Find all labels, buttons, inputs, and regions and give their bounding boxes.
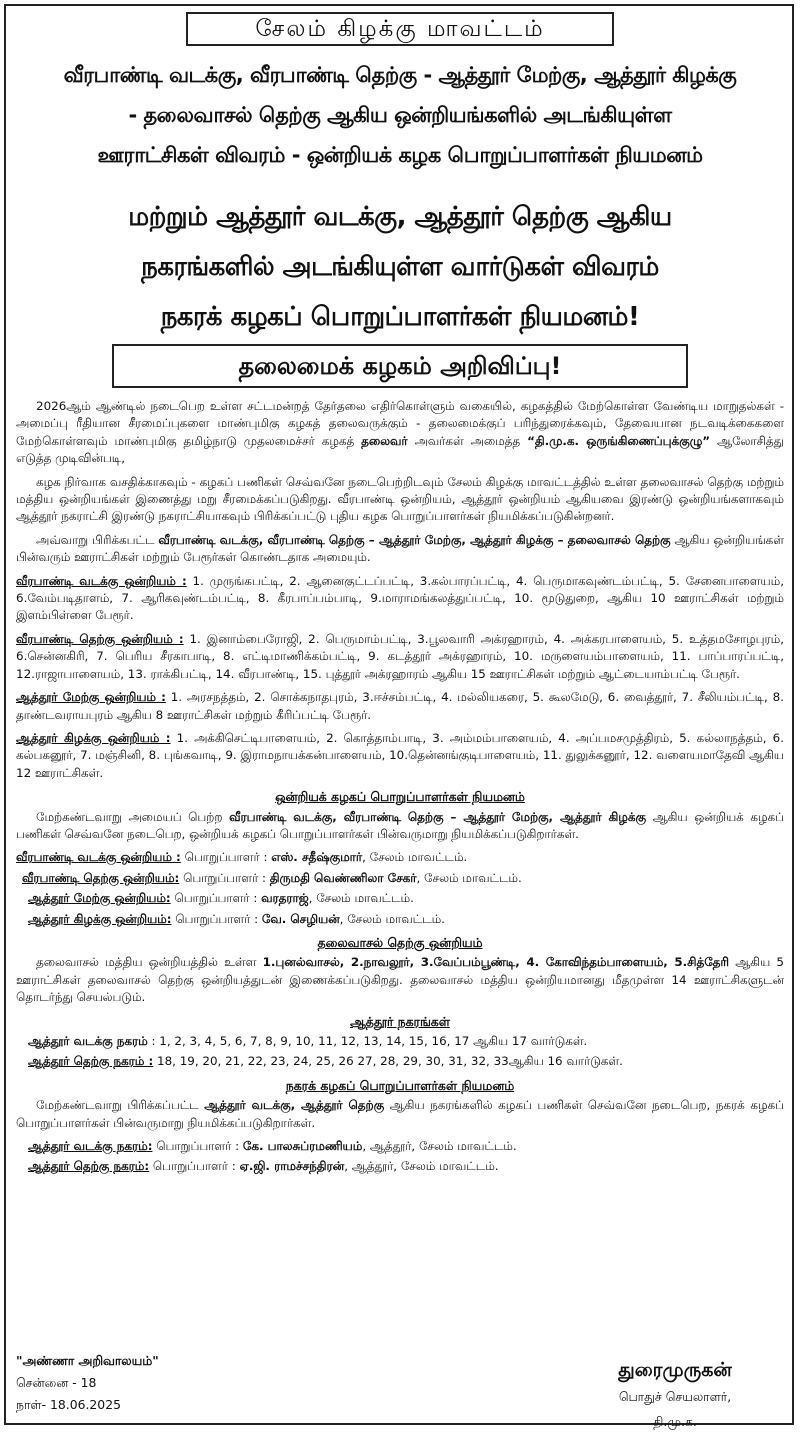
union-villages-1 [16, 573, 784, 625]
resp-name: வே. செழியன் [261, 911, 340, 926]
town-resp-row [16, 1158, 784, 1175]
resp-name: ஏ.ஜி. ராமச்சந்திரன் [239, 1159, 345, 1174]
footer-left [16, 1350, 159, 1416]
announcement-box: தலைமைக் கழகம் அறிவிப்பு! [112, 344, 688, 388]
town-resp-heading: நகரக் கழகப் பொறுப்பாளர்கள் நியமனம் [285, 1077, 515, 1093]
resp-town-names: ஆத்தூர் வடக்கு, ஆத்தூர் தெற்கு [204, 1098, 385, 1113]
towns-heading: ஆத்தூர் நகரங்கள் [350, 1013, 450, 1029]
union-resp-intro [16, 809, 784, 844]
town-wards-north [16, 1033, 784, 1050]
intro-paragraph-3 [16, 532, 784, 567]
resp-name: வரதராஜ் [261, 891, 309, 906]
resp-role: பொறுப்பாளர் : [170, 891, 262, 906]
headline-line-6: நகரக் கழகப் பொறுப்பாளர்கள் நியமனம்! [160, 302, 640, 332]
merged-villages: 1.புனல்வாசல், 2.நாவலூர், 3.வேப்பம்பூண்டி, 4. கோவிந்தம்பாளையம், 5.சித்தேரி [262, 955, 729, 970]
town-wards: 18, 19, 20, 21, 22, 23, 24, 25, 26 27, 28, 29, 30, 31, 32, 33ஆகிய 16 வார்டுகள். [153, 1054, 623, 1069]
town-wards: : 1, 2, 3, 4, 5, 6, 7, 8, 9, 10, 11, 12, 13, 14, 15, 16, 17 ஆகிய 17 வார்டுகள். [147, 1034, 588, 1048]
resp-label: ஆத்தூர் மேற்கு ஒன்றியம்: [28, 891, 171, 906]
resp-place: , சேலம் மாவட்டம். [339, 911, 445, 926]
resp-intro-text: ஆகிய ஒன்றியக் கழகப் பணிகள் செவ்வனே நடைபெற, ஒன்றியக் கழகப் பொறுப்பாளர்கள் பின்வருமாறு நியமிக்கப்படுகிறார்கள். [16, 809, 785, 841]
union-label: வீரபாண்டி வடக்கு ஒன்றியம் : [16, 573, 187, 588]
intro-text: அவர்கள் அமைத்த [407, 433, 528, 448]
signatory-name: துரைமுருகன் [618, 1359, 732, 1381]
intro-emphasis: தலைவர் [361, 433, 408, 448]
resp-place: , ஆத்தூர், சேலம் மாவட்டம். [344, 1159, 499, 1174]
party-name: தி.மு.க. [653, 1414, 697, 1429]
office-city: சென்னை - 18 [16, 1375, 97, 1390]
footer-right [560, 1356, 790, 1434]
union-label: ஆத்தூர் மேற்கு ஒன்றியம் : [16, 690, 166, 705]
resp-intro-text: மேற்கண்டவாறு பிரிக்கப்பட்ட [36, 1098, 205, 1113]
resp-label: வீரபாண்டி தெற்கு ஒன்றியம்: [22, 870, 180, 885]
resp-intro-text: மேற்கண்டவாறு அமையப் பெற்ற [36, 809, 230, 824]
union-label: ஆத்தூர் கிழக்கு ஒன்றியம் : [16, 730, 171, 745]
resp-place: , ஆத்தூர், சேலம் மாவட்டம். [362, 1139, 517, 1154]
headline-line-3: ஊராட்சிகள் விவரம் - ஒன்றியக் கழக பொறுப்பாளர்கள் நியமனம் [97, 143, 703, 167]
union-resp-row [16, 849, 784, 866]
resp-place: , சேலம் மாவட்டம். [416, 870, 522, 885]
resp-label: ஆத்தூர் கிழக்கு ஒன்றியம்: [28, 911, 172, 926]
headline-line-4: மற்றும் ஆத்தூர் வடக்கு, ஆத்தூர் தெற்கு ஆகிய [128, 202, 672, 232]
intro-paragraph-2: கழக நிர்வாக வசதிக்காகவும் - கழகப் பணிகள் செவ்வனே நடைபெற்றிடவும் சேலம் கிழக்கு மாவட்டத்தில் உள்ள தலைவாசல் தெற்கு மற்றும் மத்திய ஒன்றியங்கள் இணைத்து மறு சீரமைக்கப்படுகிறது. வீரபாண்டி ஒன்றியம், ஆத்தூர் ஒன்றியம் ஆகியவை இரண்டு ஒன்றியங்களாகவும் ஆத்தூர் நகராட்சி இரண்டு நகராட்சியாகவும் பிரிக்கப்பட்டு புதிய கழக பொறுப்பாளர்கள் நியமிக்கப்படுகின்றனர். [16, 474, 784, 524]
resp-label: வீரபாண்டி வடக்கு ஒன்றியம் : [16, 850, 181, 865]
resp-place: , சேலம் மாவட்டம். [362, 850, 468, 865]
committee-name: “தி.மு.க. ஒருங்கிணைப்புக்குழு” [527, 433, 711, 448]
union-villages-3 [16, 689, 784, 724]
town-label: ஆத்தூர் தெற்கு நகரம் : [28, 1054, 154, 1069]
union-villages: 1. அரசநத்தம், 2. சொக்கநாதபுரம், 3.ஈச்சம்பட்டி, 4. மல்லியகரை, 5. கூலமேடு, 6. வைத்தூர், 7. சீலியம்பட்டி, 8. தாண்டவராயபுரம் ஆகிய 8 ஊராட்சிகள் மற்றும் கீரிப்பட்டி பேரூர். [16, 690, 784, 722]
thalaivasal-text: ஆகிய 5 ஊராட்சிகள் தலைவாசல் தெற்கு ஒன்றியத்துடன் இணைக்கப்படுகிறது. தலைவாசல் மத்திய ஒன்றியமானது மீதமுள்ள 14 ஊராட்சிகளுடன் தொடர்ந்து செயல்படும். [16, 955, 784, 1005]
resp-name: திருமதி வெண்ணிலா சேகர் [269, 870, 417, 885]
headline-line-1: வீரபாண்டி வடக்கு, வீரபாண்டி தெற்கு - ஆத்தூர் மேற்கு, ஆத்தூர் கிழக்கு [63, 63, 737, 87]
resp-label: ஆத்தூர் தெற்கு நகரம்: [28, 1159, 150, 1174]
union-resp-row [16, 870, 784, 887]
town-label: ஆத்தூர் வடக்கு நகரம் [28, 1034, 148, 1048]
resp-union-names: வீரபாண்டி வடக்கு, வீரபாண்டி தெற்கு – ஆத்தூர் மேற்கு, ஆத்தூர் கிழக்கு [229, 809, 646, 824]
union-label: வீரபாண்டி தெற்கு ஒன்றியம் : [16, 631, 184, 646]
resp-place: , சேலம் மாவட்டம். [308, 891, 414, 906]
headline-line-2: - தலைவாசல் தெற்கு ஆகிய ஒன்றியங்களில் அடங்கியுள்ள [128, 103, 672, 127]
thalaivasal-paragraph [16, 954, 784, 1006]
resp-role: பொறுப்பாளர் : [171, 911, 262, 926]
thalaivasal-text: தலைவாசல் மத்திய ஒன்றியத்தில் உள்ள [36, 955, 263, 970]
town-wards-south [16, 1053, 784, 1070]
town-resp-intro [16, 1097, 784, 1132]
district-title: சேலம் கிழக்கு மாவட்டம் [186, 12, 614, 46]
intro-text: ஆலோசித்து எடுத்த முடிவின்படி, [16, 433, 784, 466]
union-villages-4 [16, 730, 784, 782]
union-villages-2 [16, 631, 784, 683]
union-villages: 1. அக்கிசெட்டிபாளையம், 2. கொத்தாம்பாடி, 3. அம்மம்பாளையம், 4. அப்பமசமுத்திரம், 5. கல்லாநத்தம், 6. கல்பகனூர், 7. மஞ்சினி, 8. புங்கவாடி, 9. இராமநாயக்கன்பாளையம், 10.தென்னங்குடிபாளையம், 11. துலுக்கனூர், 12. வளையமாதேவி ஆகிய 12 ஊராட்சிகள். [16, 730, 784, 780]
resp-name: கே. பாலசுப்ரமணியம் [242, 1139, 363, 1154]
resp-role: பொறுப்பாளர் : [149, 1159, 240, 1174]
intro-text: அவ்வாறு பிரிக்கபட்ட [36, 532, 159, 547]
office-name: "அண்ணா அறிவாலயம்" [16, 1353, 159, 1368]
union-resp-row [16, 890, 784, 907]
union-villages: 1. முருங்கபட்டி, 2. ஆனைகுட்டப்பட்டி, 3.கல்பாரப்பட்டி, 4. பெருமாகவுண்டம்பட்டி, 5. சேனைபாளையம், 6.வேம்படிதாளம், 7. ஆரிகவுண்டம்பட்டி, 8. கீரபாப்பம்பாடி, 9.மாராமங்கலத்துப்பட்டி, 10. மூடுதுறை, ஆகிய 10 ஊராட்சிகள் மற்றும் இளம்பிள்ளை பேரூர். [16, 573, 784, 623]
signatory-designation: பொதுச் செயலாளர், [618, 1389, 732, 1404]
resp-intro-text: ஆகிய நகரங்களில் கழகப் பணிகள் செவ்வனே நடைபெற, நகரக் கழகப் பொறுப்பாளர்கள் பின்வருமாறு நியமிக்கப்படுகிறார்கள். [16, 1098, 784, 1130]
union-resp-row [16, 911, 784, 928]
resp-role: பொறுப்பாளர் : [180, 850, 272, 865]
intro-text: 2026ஆம் ஆண்டில் நடைபெற உள்ள சட்டமன்றத் தேர்தலை எதிர்கொள்ளும் வகையில், கழகத்தில் மேற்கொள்ள வேண்டிய மாறுதல்கள் - அமைப்பு ரீதியான சீரமைப்புகளை மாண்புமிகு கழகத் தலைவருக்கும் - தலைமைக்குப் பரிந்துரைக்கவும், தேவையான நடவடிக்கைகளை மேற்கொள்ளவும் மாண்புமிகு தமிழ்நாடு முதலமைச்சர் கழகத் [16, 399, 784, 448]
thalaivasal-heading: தலைவாசல் தெற்கு ஒன்றியம் [317, 934, 483, 950]
headline-line-5: நகரங்களில் அடங்கியுள்ள வார்டுகள் விவரம் [141, 252, 659, 282]
intro-paragraph-1 [16, 398, 784, 468]
resp-label: ஆத்தூர் வடக்கு நகரம்: [28, 1139, 153, 1154]
resp-role: பொறுப்பாளர் : [152, 1139, 243, 1154]
notice-body [16, 398, 784, 1179]
union-names: வீரபாண்டி வடக்கு, வீரபாண்டி தெற்கு – ஆத்தூர் மேற்கு, ஆத்தூர் கிழக்கு – தலைவாசல் தெற்கு [158, 532, 671, 547]
town-resp-row [16, 1138, 784, 1155]
intro-text: ஆகிய ஒன்றியங்கள் பின்வரும் ஊராட்சிகள் மற்றும் பேரூர்கள் கொண்டதாக அமையும். [16, 532, 785, 565]
resp-name: எஸ். சதீஷ்குமார் [271, 850, 363, 865]
resp-role: பொறுப்பாளர் : [179, 870, 270, 885]
notice-date: நாள்- 18.06.2025 [16, 1397, 121, 1412]
union-villages: 1. இனாம்பைரோஜி, 2. பெருமாம்பட்டி, 3.பூலவாரி அக்ரஹாரம், 4. அக்கரபாளையம், 5. உத்தமசோழபுரம், 6.சென்னகிரி, 7. பெரிய சீரகாபாடி, 8. எட்டிமாணிக்கம்பட்டி, 9. கடத்தூர் அக்ரஹாரம், 10. மருளையம்பாளையம், 11. பாப்பாரப்பட்டி, 12.ராஜாபாளையம், 13. ராக்கிபட்டி, 14. வீரபாண்டி, 15. புத்தூர் அக்ரஹாரம் ஆகிய 15 ஊராட்சிகள் மற்றும் ஆட்டையாம்பட்டி பேரூர். [16, 631, 784, 681]
union-resp-heading: ஒன்றியக் கழகப் பொறுப்பாளர்கள் நியமனம் [275, 789, 525, 805]
